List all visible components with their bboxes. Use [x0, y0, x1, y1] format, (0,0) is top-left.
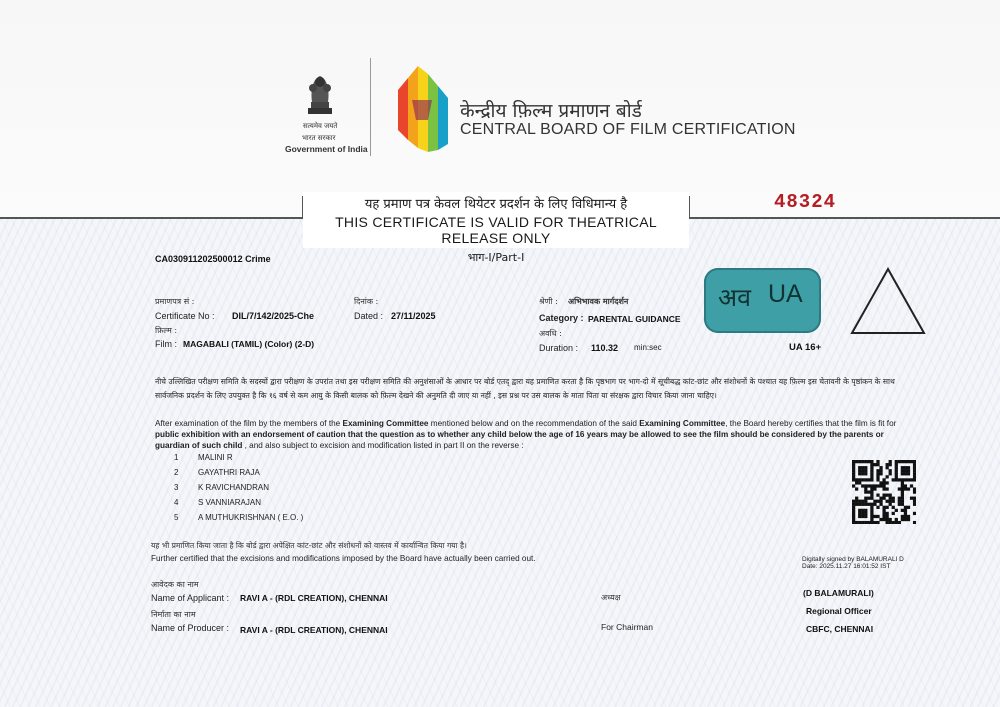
- member-name: MALINI R: [198, 453, 233, 462]
- national-emblem-icon: [300, 68, 340, 120]
- rating-hindi: अव: [718, 283, 752, 312]
- applicant-label-hindi: आवेदक का नाम: [151, 580, 199, 589]
- film-title: MAGABALI (TAMIL) (Color) (2-D): [183, 339, 315, 349]
- film-label-hindi: फ़िल्म :: [155, 326, 178, 335]
- banner-line-right: [689, 217, 1000, 219]
- member-name: GAYATHRI RAJA: [198, 468, 260, 477]
- signatory-name: (D BALAMURALI): [803, 588, 874, 598]
- serial-number: 48324: [774, 191, 837, 213]
- applicant-value: RAVI A - (RDL CREATION), CHENNAI: [240, 593, 388, 603]
- producer-value: RAVI A - (RDL CREATION), CHENNAI: [240, 625, 388, 635]
- duration-label-hindi: अवधि :: [539, 329, 562, 338]
- date-label-hindi: दिनांक :: [354, 297, 379, 306]
- member-name: K RAVICHANDRAN: [198, 483, 269, 492]
- para-en-4: , and also subject to excision and modification listed in part II on the reverse :: [242, 441, 524, 450]
- cbfc-logo-icon: [392, 60, 454, 156]
- member-num: 2: [174, 468, 179, 477]
- reference-code: CA030911202500012 Crime: [155, 254, 271, 264]
- digital-signature-line2: Date: 2025.11.27 16:01:52 IST: [802, 563, 891, 570]
- board-name-english: CENTRAL BOARD OF FILM CERTIFICATION: [460, 121, 796, 138]
- para-en-bold: public exhibition with an endorsement of caution that the question as to whether any child below the age of 16 years may be allowed to see the film should be considered by the parents or guardian of such child: [155, 430, 884, 450]
- member-num: 1: [174, 453, 179, 462]
- certification-text-hindi: नीचे उल्लिखित परीक्षण समिति के सदस्यों द्वारा परीक्षण के उपरांत तथा इस परीक्षण समिति की अनुशंसाओं के आधार पर बोर्ड एतद् द्वारा यह प्रमाणित करता है कि पृष्ठभाग पर भाग-दो में सूचीबद्ध कांट-छांट और संशोधनों के पश्चात यह फ़िल्म इस चेतावनी के पृष्ठांकन के साथ सार्वजनिक प्रदर्शन के लिए उपयुक्त है कि १६ वर्ष से कम आयु के किसी बालक को फ़िल्म देखने की अनुमति दी जाए या नहीं , इस प्रश्न पर उस बालक के माता पिता या संरक्षक द्वारा विचार किया जाना चाहिए।: [155, 377, 895, 400]
- category-label-hindi: श्रेणी :: [539, 297, 558, 306]
- signatory-office: CBFC, CHENNAI: [806, 624, 874, 634]
- duration-value: 110.32: [591, 343, 619, 353]
- digital-signature-line1: Digitally signed by BALAMURALI D: [802, 556, 904, 563]
- category-value-hindi: अभिभावक मार्गदर्शन: [568, 297, 629, 306]
- rating-english: UA: [768, 280, 803, 308]
- further-certified-hindi: यह भी प्रमाणित किया जाता है कि बोर्ड द्वारा अपेक्षित कांट-छांट और संशोधनों को वास्तव में कार्यान्वित किया गया है।: [151, 541, 467, 550]
- member-num: 4: [174, 498, 179, 507]
- rating-badge: [704, 268, 821, 333]
- date-label: Dated :: [354, 311, 384, 321]
- member-num: 5: [174, 513, 179, 522]
- certification-text-english: [155, 418, 905, 451]
- film-label: Film :: [155, 339, 177, 349]
- banner-line-left: [0, 217, 303, 219]
- cert-no-value: DIL/7/142/2025-Che: [232, 311, 315, 321]
- producer-label-hindi: निर्माता का नाम: [151, 610, 196, 619]
- member-name: S VANNIARAJAN: [198, 498, 261, 507]
- cert-no-label-hindi: प्रमाणपत्र सं :: [155, 297, 195, 306]
- rating-age: UA 16+: [789, 342, 822, 353]
- duration-label: Duration :: [539, 343, 579, 353]
- board-name-hindi: केन्द्रीय फ़िल्म प्रमाणन बोर्ड: [460, 100, 642, 122]
- validity-english: THIS CERTIFICATE IS VALID FOR THEATRICAL RELEASE ONLY: [335, 214, 657, 246]
- examining-committee-1: Examining Committee: [342, 419, 429, 428]
- triangle-icon: [848, 265, 928, 337]
- para-en-1: After examination of the film by the members of the: [155, 419, 343, 428]
- part-label: भाग-I/Part-I: [467, 251, 525, 264]
- category-value: PARENTAL GUIDANCE: [588, 314, 681, 324]
- qr-code-icon: [852, 460, 916, 524]
- producer-label: Name of Producer :: [151, 623, 230, 633]
- further-certified-english: Further certified that the excisions and modifications imposed by the Board have actually been carried out.: [151, 554, 536, 563]
- category-label: Category :: [539, 313, 584, 323]
- signatory-title: Regional Officer: [806, 606, 872, 616]
- member-num: 3: [174, 483, 179, 492]
- emblem-motto: सत्यमेव जयते: [303, 122, 338, 130]
- validity-hindi: यह प्रमाण पत्र केवल थियेटर प्रदर्शन के लिए विधिमान्य है: [364, 197, 628, 212]
- para-en-2: mentioned below and on the recommendation of the said: [428, 419, 640, 428]
- validity-banner: [303, 192, 689, 264]
- chairman-label: For Chairman: [601, 622, 653, 632]
- header-divider: [370, 58, 371, 156]
- cert-no-label: Certificate No :: [155, 311, 215, 321]
- date-value: 27/11/2025: [391, 311, 436, 321]
- examining-committee-2: Examining Committee: [639, 419, 726, 428]
- duration-unit: min:sec: [634, 343, 662, 352]
- applicant-label: Name of Applicant :: [151, 593, 230, 603]
- gov-english: Government of India: [285, 144, 368, 154]
- gov-hindi: भारत सरकार: [302, 134, 336, 142]
- chairman-label-hindi: अध्यक्ष: [601, 593, 621, 602]
- member-name: A MUTHUKRISHNAN ( E.O. ): [198, 513, 304, 522]
- para-en-3: , the Board hereby certifies that the film is fit for: [725, 419, 897, 428]
